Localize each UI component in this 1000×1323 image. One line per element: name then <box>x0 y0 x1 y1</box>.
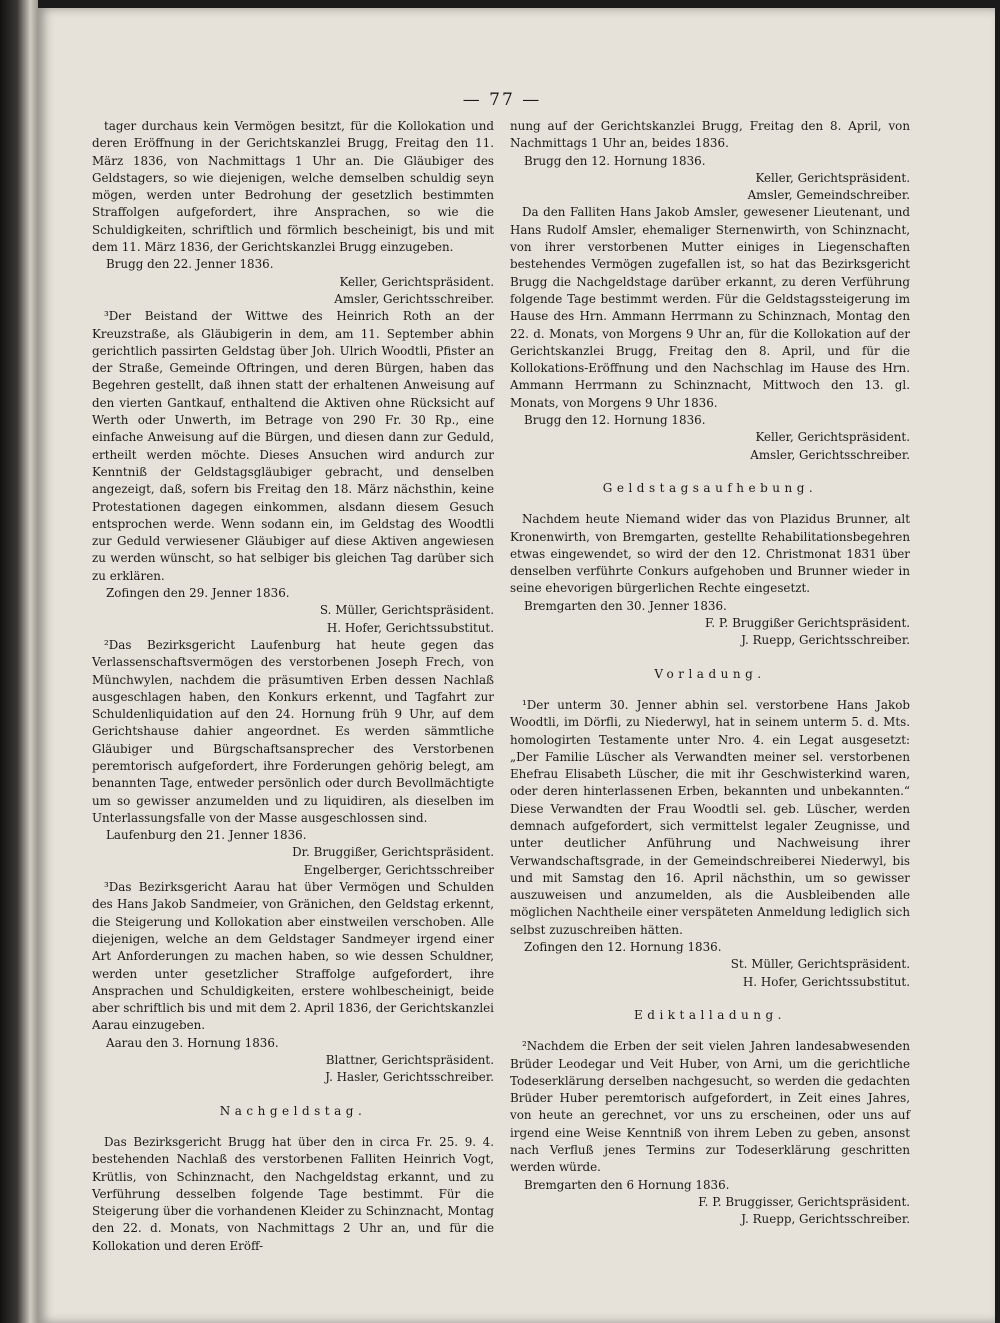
signature-line: F. P. Bruggißer Gerichtspräsident. <box>704 616 910 631</box>
place-date-line: Brugg den 12. Hornung 1836. <box>524 153 706 168</box>
signature-line: J. Ruepp, Gerichtsschreiber. <box>741 1212 910 1227</box>
page-binding-edge <box>0 0 38 1323</box>
notice-paragraph: Nachdem heute Niemand wider das von Plazidus Brunner, alt Kronenwirth, von Bremgarten, gestellte Rehabilitationsbegehren etwas eingewendet, so wird der den 12. Christmonat 1831 über denselben verführte Conkurs aufgehoben und Brunner wieder in seine ehevorigen bürgerlichen Rechte eingesetzt. <box>510 512 910 596</box>
left-column <box>92 118 494 1255</box>
notice-paragraph: tager durchaus kein Vermögen besitzt, für die Kollokation und deren Eröffnung in der Gerichtskanzlei Brugg, Freitag den 11. März 1836, von Nachmittags 1 Uhr an. Die Gläubiger des Geldstagers, so wie diejenigen, welche demselben schuldig seyn mögen, werden unter Bedrohung der gesetzlich bestimmten Straffolgen aufgefordert, ihre Ansprachen, so wie die Schuldigkeiten, schriftlich und förmlich bescheinigt, bis und mit dem 11. März 1836, der Gerichtskanzlei Brugg einzugeben. <box>92 119 494 255</box>
signature-line: F. P. Bruggisser, Gerichtspräsident. <box>698 1194 910 1209</box>
notice-paragraph: ²Das Bezirksgericht Laufenburg hat heute gegen das Verlassenschaftsvermögen des verstorbenen Joseph Frech, von Münchwylen, nachdem die präsumtiven Erben dessen Nachlaß ausgeschlagen haben, den Konkurs erkennt, und Tagfahrt zur Schuldenliquidation auf den 24. Hornung früh 9 Uhr, auf dem Gerichtshause dahier angeordnet. Es werden sämmtliche Gläubiger und Bürgschaftsansprecher des Verstorbenen peremtorisch aufgefordert, ihre Forderungen gehörig belegt, am benannten Tage, entweder persönlich oder durch Bevollmächtigte um so gewisser anzumelden und zu liquidiren, als dieselben im Unterlassungsfalle von der Masse ausgeschlossen sind. <box>92 637 494 825</box>
notice-paragraph-continued: nung auf der Gerichtskanzlei Brugg, Freitag den 8. April, von Nachmittags 1 Uhr an, beides 1836. <box>510 119 910 151</box>
signature-line: Engelberger, Gerichtsschreiber <box>303 862 494 877</box>
signature-line: Keller, Gerichtspräsident. <box>755 170 910 185</box>
signature-line: Amsler, Gemeindschreiber. <box>747 188 910 203</box>
signature-line: H. Hofer, Gerichtssubstitut. <box>742 974 910 989</box>
place-date-line: Bremgarten den 30. Jenner 1836. <box>524 598 727 613</box>
signature-line: Blattner, Gerichtspräsident. <box>325 1053 494 1068</box>
signature-line: J. Hasler, Gerichtsschreiber. <box>325 1070 494 1085</box>
signature-line: Dr. Bruggißer, Gerichtspräsident. <box>292 845 494 860</box>
place-date-line: Zofingen den 12. Hornung 1836. <box>524 940 722 955</box>
place-date-line: Aarau den 3. Hornung 1836. <box>106 1035 279 1050</box>
signature-line: Amsler, Gerichtsschreiber. <box>334 291 494 306</box>
notice-paragraph: ³Der Beistand der Wittwe des Heinrich Roth an der Kreuzstraße, als Gläubigerin in dem, am 11. September abhin gerichtlich passirten Geldstag über Joh. Ulrich Woodtli, Pfister an der Straße, Gemeinde Oftringen, und deren Bürgen, haben das Begehren gestellt, daß ihnen statt der erhaltenen Anweisung auf den vierten Gantkauf, enthaltend die Aktiven ohne Rücksicht auf Werth oder Unwerth, im Betrage von 290 Fr. 30 Rp., eine einfache Anweisung auf die Bürgen, und diesen dann zur Geduld, ertheilt werden möchte. Dieses Ansuchen wird andurch zur Kenntniß der Geldstagsgläubiger gebracht, und denselben angezeigt, daß, sofern bis Freitag den 18. März nächsthin, keine Protestationen dagegen einkommen, alsdann diesem Gesuch entsprochen werde. Wenn sodann ein, im Geldstag des Woodtli zur Geduld verwiesener Gläubiger auf diese Aktiven angewiesen zu werden wünscht, so hat selbiger bis gleichen Tag darüber sich zu erklären. <box>92 309 494 583</box>
section-heading: Ediktalladung. <box>634 1007 786 1022</box>
section-heading: Nachgeldstag. <box>219 1103 367 1118</box>
notice-paragraph: Das Bezirksgericht Brugg hat über den in circa Fr. 25. 9. 4. bestehenden Nachlaß des verstorbenen Falliten Heinrich Vogt, Krütlis, von Schinznacht, den Nachgeldstag erkannt, und zu Verführung desselben folgende Tage bestimmt. Für die Steigerung über die vorhandenen Kleider zu Schinznacht, Montag den 22. d. Monats, von Nachmittags 2 Uhr an, und für die Kollokation und deren Eröff- <box>92 1134 494 1253</box>
section-heading: Vorladung. <box>654 666 766 681</box>
place-date-line: Brugg den 12. Hornung 1836. <box>524 413 706 428</box>
right-column <box>510 118 910 1229</box>
signature-line: Amsler, Gerichtsschreiber. <box>750 447 910 462</box>
notice-paragraph: ¹Der unterm 30. Jenner abhin sel. verstorbene Hans Jakob Woodtli, im Dörfli, zu Niederwyl, hat in seinem unterm 5. d. Mts. homologirten Testamente unter Nro. 4. ein Legat ausgesetzt: „Der Familie Lüscher als Verwandten meiner sel. verstorbenen Ehefrau Elisabeth Lüscher, die mit ihr Geschwisterkind waren, oder deren hinterlassenen Erben, bekannten und unbekannten.“ Diese Verwandten der Frau Woodtli sel. geb. Lüscher, werden demnach aufgefordert, sich vermittelst legaler Zeugnisse, und unter deutlicher Anführung und Nachweisung ihrer Verwandschaftsgrade, in der Gemeindschreiberei Niederwyl, bis und mit Samstag den 16. April nächsthin, um so gewisser auszuweisen und anzumelden, als die Ausbleibenden alle möglichen Nachtheile einer verspäteten Anmeldung lediglich sich selbst zuzuschreiben hätten. <box>510 697 910 937</box>
notice-paragraph: Da den Falliten Hans Jakob Amsler, gewesener Lieutenant, und Hans Rudolf Amsler, ehemaliger Sternenwirth, von Schinznacht, von ihrer verstorbenen Mutter einiges in Liegenschaften bestehendes Vermögen zugefallen ist, so hat das Bezirksgericht Brugg die Nachgeldstage darüber erkannt, zu deren Verführung folgende Tage bestimmt werden. Für die Geldstagssteigerung im Hause des Hrn. Ammann Herrmann zu Schinznach, Montag den 22. d. Monats, von Morgens 9 Uhr an, für die Kollokation auf der Gerichtskanzlei Brugg, Freitag den 8. April, und für die Kollokations-Eröffnung und den Nachschlag im Hause des Hrn. Ammann Herrmann zu Schinznacht, Mittwoch den 13. gl. Monats, von Morgens 9 Uhr 1836. <box>510 205 910 410</box>
place-date-line: Bremgarten den 6 Hornung 1836. <box>524 1177 730 1192</box>
signature-line: Keller, Gerichtspräsident. <box>755 430 910 445</box>
place-date-line: Laufenburg den 21. Jenner 1836. <box>106 828 307 843</box>
place-date-line: Zofingen den 29. Jenner 1836. <box>106 586 290 601</box>
section-heading: Geldstagsaufhebung. <box>602 480 818 495</box>
signature-line: S. Müller, Gerichtspräsident. <box>319 603 494 618</box>
signature-line: H. Hofer, Gerichtssubstitut. <box>326 620 494 635</box>
place-date-line: Brugg den 22. Jenner 1836. <box>106 257 274 272</box>
notice-paragraph: ³Das Bezirksgericht Aarau hat über Vermögen und Schulden des Hans Jakob Sandmeier, von Gränichen, den Geldstag erkennt, die Steigerung und Kollokation aber einstweilen verschoben. Alle diejenigen, welche an dem Geldstager Sandmeyer irgend einer Art Anforderungen zu machen haben, so wie dessen Schuldner, werden unter gesetzlicher Straffolge aufgefordert, ihre Ansprachen und Schuldigkeiten, erstere wohlbescheinigt, beide aber schriftlich bis und mit dem 2. April 1836, der Gerichtskanzlei Aarau einzugeben. <box>92 880 494 1033</box>
signature-line: J. Ruepp, Gerichtsschreiber. <box>741 633 910 648</box>
page-number: — 77 — <box>462 90 542 110</box>
signature-line: St. Müller, Gerichtspräsident. <box>730 957 910 972</box>
notice-paragraph: ²Nachdem die Erben der seit vielen Jahren landesabwesenden Brüder Leodegar und Veit Huber, von Arni, um die gerichtliche Todeserklärung derselben nachgesucht, so werden die gedachten Brüder Huber peremtorisch aufgefordert, in Zeit eines Jahres, von heute an gerechnet, vor uns zu erscheinen, oder uns auf irgend eine Weise Kenntniß von ihrem Leben zu geben, ansonst nach Verfluß jenes Termins zur Todeserklärung geschritten werden würde. <box>510 1039 910 1175</box>
signature-line: Keller, Gerichtspräsident. <box>339 274 494 289</box>
